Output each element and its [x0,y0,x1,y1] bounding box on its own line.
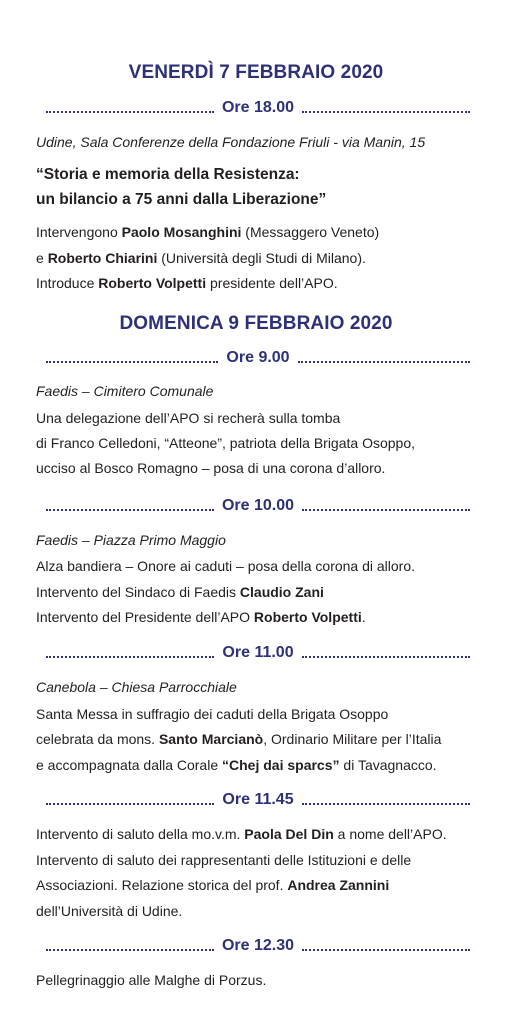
event-time: Ore 11.45 [222,791,294,808]
dotted-line [46,509,214,511]
event-description: Associazioni. Relazione storica del prof. Andrea Zannini [36,877,390,893]
event-description: e Roberto Chiarini (Università degli Studi di Milano). [36,250,366,266]
dotted-line [46,111,214,113]
event-time: Ore 10.00 [221,497,295,514]
event-place: Udine, Sala Conferenze della Fondazione Friuli - via Manin, 15 [36,134,426,150]
event-description: celebrata da mons. Santo Marcianò, Ordinario Militare per l’Italia [36,731,442,747]
day-heading: VENERDÌ 7 FEBBRAIO 2020 [128,62,384,83]
event-description: Intervento di saluto dei rappresentanti delle Istituzioni e delle [36,852,412,868]
event-title: un bilancio a 75 anni dalla Liberazione” [36,191,327,208]
time-separator [46,495,470,517]
event-time: Ore 9.00 [226,349,290,366]
event-description: Pellegrinaggio alle Malghe di Porzus. [36,972,267,988]
dotted-line [302,949,470,951]
event-time: Ore 18.00 [221,99,295,116]
event-description: Una delegazione dell’APO si recherà sulla tomba [36,410,341,426]
event-title: “Storia e memoria della Resistenza: [36,166,300,183]
event-time: Ore 11.00 [222,644,294,661]
dotted-line [302,509,470,511]
event-description: Intervento di saluto della mo.v.m. Paola Del Din a nome dell’APO. [36,826,447,842]
event-description: Santa Messa in suffragio dei caduti della Brigata Osoppo [36,706,389,722]
event-description: Intervento del Presidente dell’APO Roberto Volpetti. [36,609,366,625]
event-description: Intervento del Sindaco di Faedis Claudio Zani [36,584,324,600]
dotted-line [298,361,470,363]
dotted-line [302,111,470,113]
event-description: Alza bandiera – Onore ai caduti – posa della corona di alloro. [36,558,416,574]
dotted-line [302,803,470,805]
dotted-line [46,656,214,658]
dotted-line [46,949,214,951]
event-description: Introduce Roberto Volpetti presidente dell’APO. [36,275,338,291]
time-separator [46,935,470,957]
event-description: e accompagnata dalla Corale “Chej dai sparcs” di Tavagnacco. [36,757,437,773]
time-separator [46,789,470,811]
event-description: Intervengono Paolo Mosanghini (Messaggero Veneto) [36,224,380,240]
event-place: Faedis – Piazza Primo Maggio [36,532,226,548]
dotted-line [46,361,218,363]
event-place: Canebola – Chiesa Parrocchiale [36,679,237,695]
event-description: dell’Università di Udine. [36,903,183,919]
event-description: ucciso al Bosco Romagno – posa di una corona d’alloro. [36,460,386,476]
dotted-line [302,656,470,658]
day-heading: DOMENICA 9 FEBBRAIO 2020 [119,313,393,334]
event-time: Ore 12.30 [221,937,295,954]
event-place: Faedis – Cimitero Comunale [36,383,214,399]
time-separator [46,347,470,369]
time-separator [46,97,470,119]
event-description: di Franco Celledoni, “Atteone”, patriota della Brigata Osoppo, [36,435,415,451]
dotted-line [46,803,214,805]
time-separator [46,642,470,664]
